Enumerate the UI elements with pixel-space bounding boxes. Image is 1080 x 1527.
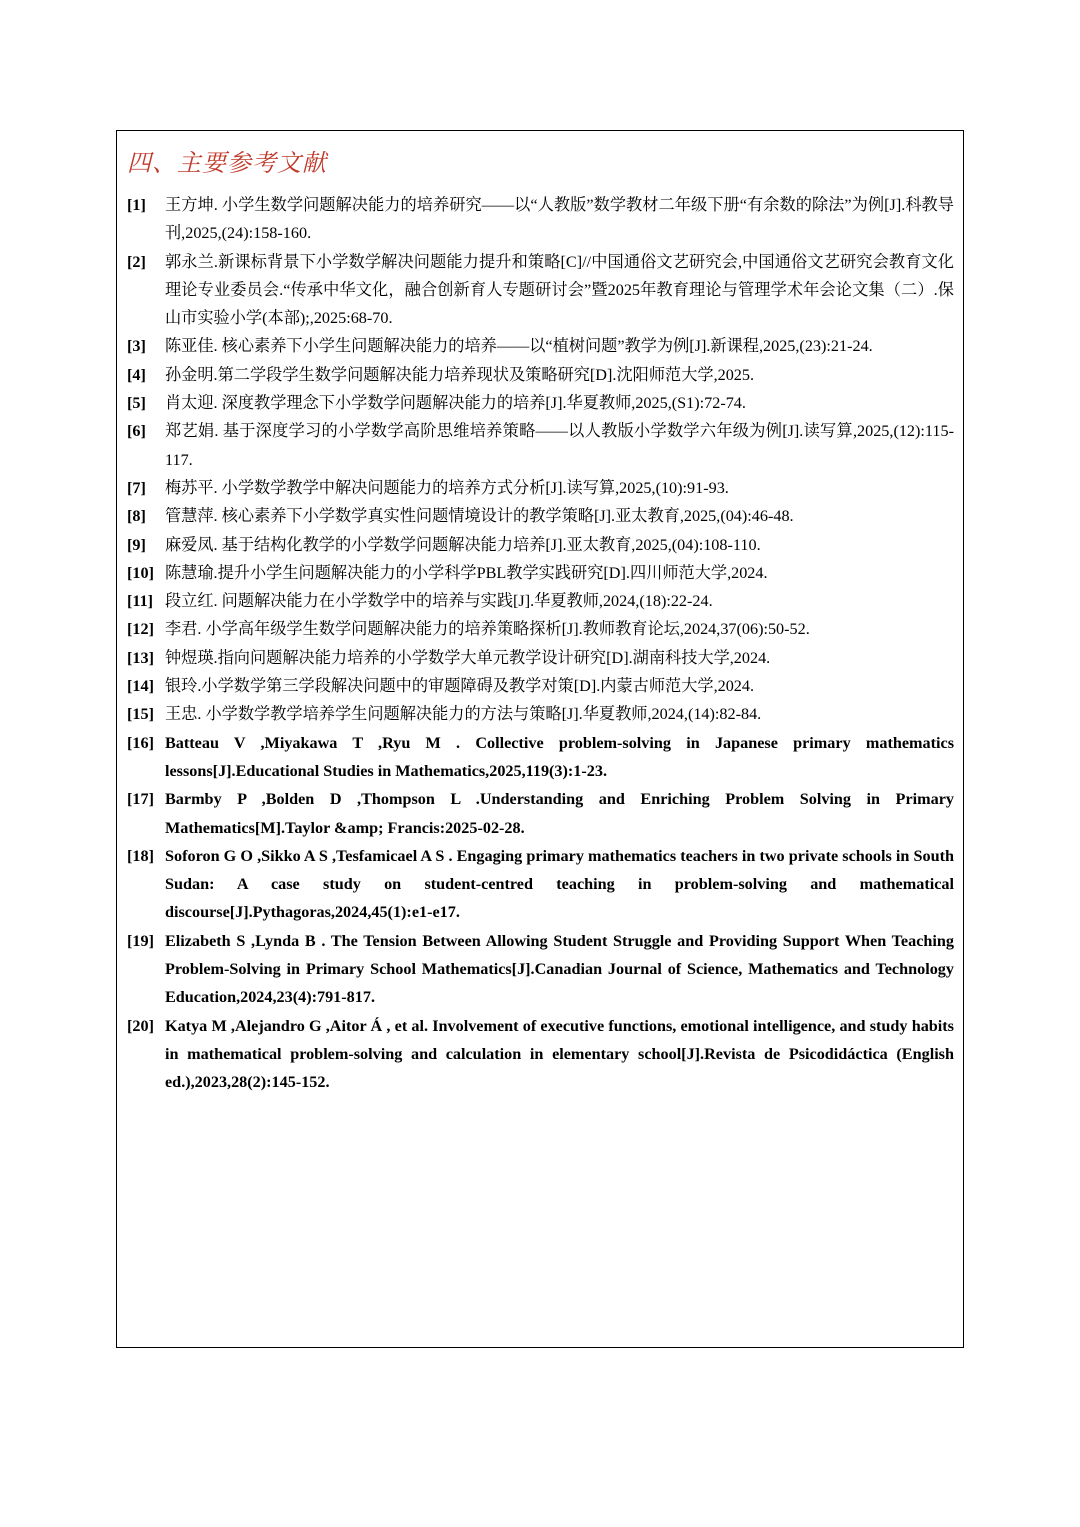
reference-item <box>127 417 954 474</box>
reference-text: 孙金明.第二学段学生数学问题解决能力培养现状及策略研究[D].沈阳师范大学,2025. <box>165 365 755 384</box>
reference-text: 银玲.小学数学第三学段解决问题中的审题障碍及教学对策[D].内蒙古师范大学,2024. <box>165 677 755 696</box>
reference-number: [3] <box>127 337 146 356</box>
reference-item <box>127 248 954 333</box>
reference-item <box>127 615 954 643</box>
reference-number: [15] <box>127 705 154 724</box>
reference-text: 梅苏平. 小学数学教学中解决问题能力的培养方式分析[J].读写算,2025,(10):91-93. <box>165 478 729 497</box>
reference-text: 钟煜瑛.指向问题解决能力培养的小学数学大单元教学设计研究[D].湖南科技大学,2024. <box>165 648 771 667</box>
reference-text: 段立红. 问题解决能力在小学数学中的培养与实践[J].华夏教师,2024,(18):22-24. <box>165 592 713 611</box>
reference-number: [9] <box>127 535 146 554</box>
reference-number: [7] <box>127 478 146 497</box>
references-frame <box>116 130 964 1348</box>
reference-number: [13] <box>127 648 154 667</box>
reference-number: [16] <box>127 733 154 752</box>
reference-text: 郭永兰.新课标背景下小学数学解决问题能力提升和策略[C]//中国通俗文艺研究会,中国通俗文艺研究会教育文化理论专业委员会.“传承中华文化，融合创新育人专题研讨会”暨2025年教育理论与管理学术年会论文集（二）.保山市实验小学(本部);,2025:68-70. <box>165 252 954 328</box>
reference-item <box>127 502 954 530</box>
reference-item <box>127 474 954 502</box>
reference-text: 王方坤. 小学生数学问题解决能力的培养研究——以“人教版”数学教材二年级下册“有余数的除法”为例[J].科教导刊,2025,(24):158-160. <box>165 196 954 243</box>
reference-text: 管慧萍. 核心素养下小学数学真实性问题情境设计的教学策略[J].亚太教育,2025,(04):46-48. <box>165 507 794 526</box>
reference-item <box>127 842 954 927</box>
reference-item <box>127 785 954 842</box>
reference-number: [8] <box>127 507 146 526</box>
reference-item <box>127 700 954 728</box>
reference-item <box>127 191 954 248</box>
reference-number: [5] <box>127 394 146 413</box>
reference-number: [2] <box>127 252 146 271</box>
reference-text: Soforon G O ,Sikko A S ,Tesfamicael A S . Engaging primary mathematics teachers in two private schools in South Sudan: A case study on student-centred teaching in problem-solving and mathematical discourse[J].Pythagoras,2024,45(1):e1-e17. <box>165 846 954 922</box>
reference-number: [14] <box>127 677 154 696</box>
reference-item <box>127 361 954 389</box>
reference-item <box>127 644 954 672</box>
reference-number: [4] <box>127 365 146 384</box>
reference-item <box>127 587 954 615</box>
reference-number: [10] <box>127 563 154 582</box>
reference-text: 郑艺娟. 基于深度学习的小学数学高阶思维培养策略——以人教版小学数学六年级为例[J].读写算,2025,(12):115-117. <box>165 422 954 469</box>
reference-text: Barmby P ,Bolden D ,Thompson L .Understanding and Enriching Problem Solving in Primary Mathematics[M].Taylor &amp; Francis:2025-02-28. <box>165 790 954 837</box>
reference-number: [17] <box>127 790 154 809</box>
reference-number: [19] <box>127 931 154 950</box>
reference-list <box>127 191 954 1097</box>
reference-item <box>127 672 954 700</box>
reference-number: [18] <box>127 846 154 865</box>
reference-text: Katya M ,Alejandro G ,Aitor Á , et al. Involvement of executive functions, emotional intelligence, and study habits in mathematical problem-solving and calculation in elementary school[J].Revista de Psicodidáctica (English ed.),2023,28(2):145-152. <box>165 1016 954 1092</box>
reference-text: Elizabeth S ,Lynda B . The Tension Between Allowing Student Struggle and Providing Support When Teaching Problem-Solving in Primary School Mathematics[J].Canadian Journal of Science, Mathematics and Technology Education,2024,23(4):791-817. <box>165 931 954 1007</box>
reference-number: [12] <box>127 620 154 639</box>
reference-number: [11] <box>127 592 154 611</box>
reference-item <box>127 1012 954 1097</box>
reference-number: [6] <box>127 422 146 441</box>
reference-text: 陈亚佳. 核心素养下小学生问题解决能力的培养——以“植树问题”教学为例[J].新课程,2025,(23):21-24. <box>165 337 873 356</box>
reference-item <box>127 531 954 559</box>
reference-text: 肖太迎. 深度教学理念下小学数学问题解决能力的培养[J].华夏教师,2025,(S1):72-74. <box>165 394 746 413</box>
reference-text: 王忠. 小学数学教学培养学生问题解决能力的方法与策略[J].华夏教师,2024,(14):82-84. <box>165 705 762 724</box>
reference-item <box>127 389 954 417</box>
reference-text: 李君. 小学高年级学生数学问题解决能力的培养策略探析[J].教师教育论坛,2024,37(06):50-52. <box>165 620 810 639</box>
reference-text: 陈慧瑜.提升小学生问题解决能力的小学科学PBL教学实践研究[D].四川师范大学,2024. <box>165 563 768 582</box>
reference-text: 麻爱凤. 基于结构化教学的小学数学问题解决能力培养[J].亚太教育,2025,(04):108-110. <box>165 535 761 554</box>
section-title: 四、主要参考文献 <box>127 149 327 177</box>
reference-item <box>127 559 954 587</box>
reference-item <box>127 927 954 1012</box>
reference-text: Batteau V ,Miyakawa T ,Ryu M . Collective problem-solving in Japanese primary mathematics lessons[J].Educational Studies in Mathematics,2025,119(3):1-23. <box>165 733 954 780</box>
reference-number: [1] <box>127 196 146 214</box>
reference-number: [20] <box>127 1016 154 1035</box>
reference-item <box>127 729 954 786</box>
reference-item <box>127 332 954 360</box>
